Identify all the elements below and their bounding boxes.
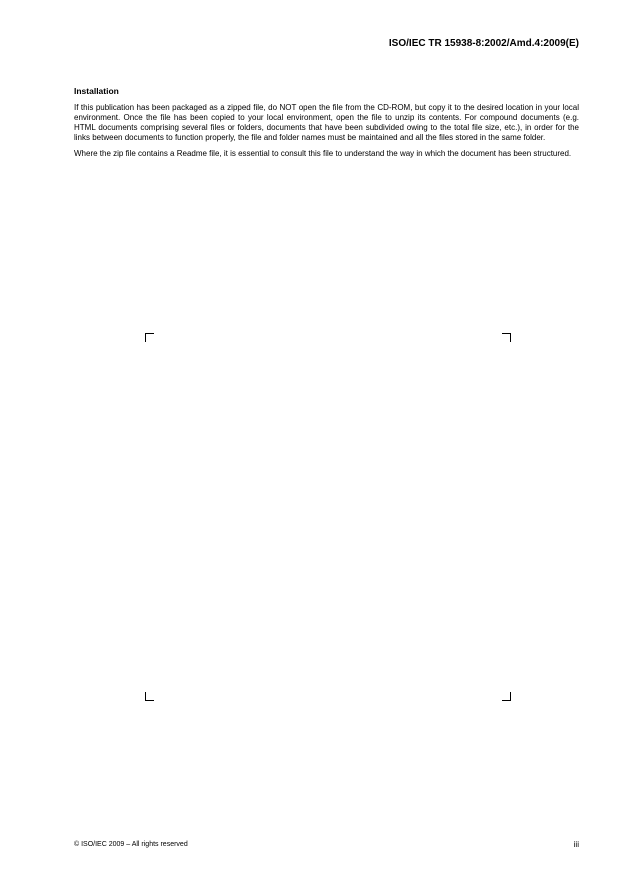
paragraph-installation: If this publication has been packaged as a zipped file, do NOT open the file from the CD-ROM, but copy it to the desired location in your local environment. Once the file has been copied to your local environment, open the file to unzip its contents. For compound documents (e.g. HTML documents comprising several files or folders, documents that have been subdivided owing to the total file size, etc.), in order for the links between documents to function properly, the file and folder names must be maintained and all the files stored in the same folder. (74, 103, 579, 142)
document-header-id: ISO/IEC TR 15938-8:2002/Amd.4:2009(E) (388, 38, 579, 49)
footer-page-number: iii (573, 840, 579, 849)
crop-mark-top-right (502, 333, 511, 342)
crop-mark-top-left (145, 333, 154, 342)
main-content (74, 86, 579, 165)
section-heading: Installation (74, 86, 119, 96)
footer-copyright: © ISO/IEC 2009 – All rights reserved (74, 841, 188, 848)
paragraph-readme: Where the zip file contains a Readme file, it is essential to consult this file to understand the way in which the document has been structured. (74, 149, 572, 158)
crop-mark-bottom-right (502, 692, 511, 701)
crop-mark-bottom-left (145, 692, 154, 701)
